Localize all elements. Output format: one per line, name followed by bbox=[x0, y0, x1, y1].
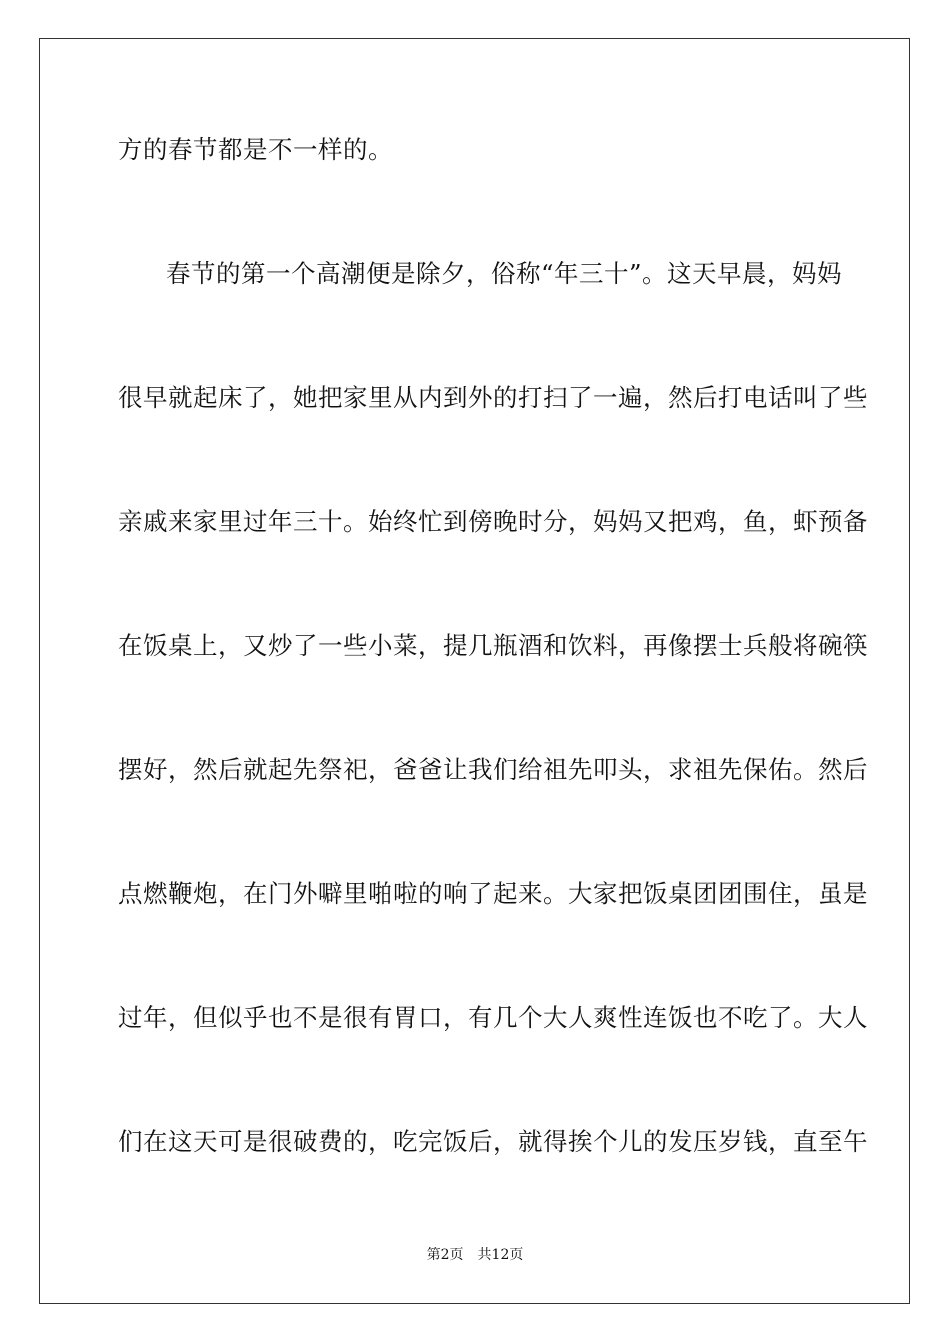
paragraph-line: 方的春节都是不一样的。 bbox=[118, 135, 393, 164]
page-number: 第2页 bbox=[426, 1247, 464, 1263]
paragraph-line: 很早就起床了，她把家里从内到外的打扫了一遍，然后打电话叫了些 bbox=[118, 383, 868, 412]
paragraph-line: 春节的第一个高潮便是除夕，俗称“年三十”。这天早晨，妈妈 bbox=[166, 259, 843, 288]
paragraph-line: 摆好，然后就起先祭祀，爸爸让我们给祖先叩头，求祖先保佑。然后 bbox=[118, 755, 868, 784]
total-pages: 共12页 bbox=[477, 1247, 524, 1263]
page-border bbox=[39, 38, 910, 1304]
paragraph-line: 点燃鞭炮，在门外噼里啪啦的响了起来。大家把饭桌团团围住，虽是 bbox=[118, 879, 868, 908]
paragraph-line: 过年，但似乎也不是很有胃口，有几个大人爽性连饭也不吃了。大人 bbox=[118, 1003, 868, 1032]
paragraph-line: 亲戚来家里过年三十。始终忙到傍晚时分，妈妈又把鸡，鱼，虾预备 bbox=[118, 507, 868, 536]
page-footer bbox=[0, 1246, 950, 1264]
paragraph-line: 在饭桌上，又炒了一些小菜，提几瓶酒和饮料，再像摆士兵般将碗筷 bbox=[118, 631, 868, 660]
paragraph-line: 们在这天可是很破费的，吃完饭后，就得挨个儿的发压岁钱，直至午 bbox=[118, 1127, 868, 1156]
